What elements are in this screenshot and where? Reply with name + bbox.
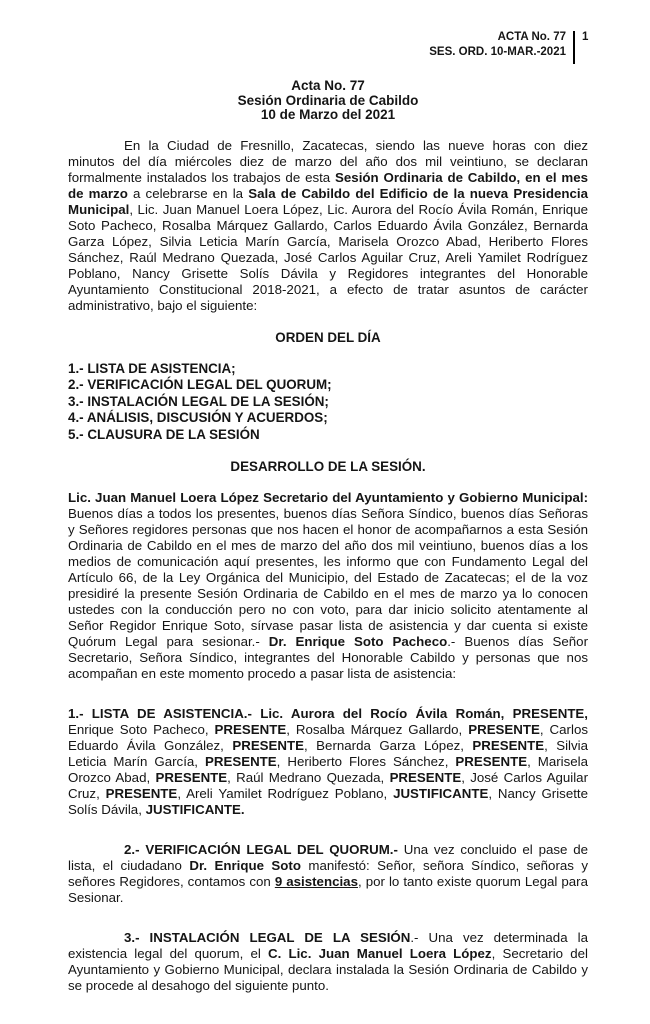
paragraph-secretario: Lic. Juan Manuel Loera López Secretario del Ayuntamiento y Gobierno Municipal: Buenos días a todos los presentes, buenos días Señora Síndico, buenos días Señoras y Señores regidores personas que nos hacen el honor de acompañarnos a esta Sesión Ordinaria de Cabildo en el mes de marzo del año dos mil veintiuno, buenos días a los medios de comunicación aquí presentes, les informo que con Fundamento Legal del Artículo 66, de la Ley Orgánica del Municipio, del Estado de Zacatecas; el de la voz presidiré la presente Sesión Ordinaria de Cabildo en el mes de marzo ya lo conocen ustedes con la conducción pero no con voto, para dar inicio solicito atentamente al Señor Regidor Enrique Soto, sírvase pasar lista de asistencia y dar cuenta si existe Quórum Legal para sesionar.- Dr. Enrique Soto Pacheco.- Buenos días Señor Secretario, Señora Síndico, integrantes del Honorable Cabildo y personas que nos acompañan en este momento procedo a pasar lista de asistencia: <box>68 490 589 681</box>
header-session-date: SES. ORD. 10-MAR.-2021 <box>429 46 566 58</box>
orden-item-1: 1.- LISTA DE ASISTENCIA; <box>68 360 236 376</box>
orden-item-3: 3.- INSTALACIÓN LEGAL DE LA SESIÓN; <box>68 393 329 409</box>
title-acta-line: Acta No. 77 <box>291 78 365 93</box>
header-page-number: 1 <box>582 31 589 43</box>
header-divider-line <box>573 31 575 64</box>
page-header <box>68 30 596 64</box>
page-header-text <box>429 30 566 60</box>
paragraph-lista-asistencia: 1.- LISTA DE ASISTENCIA.- Lic. Aurora del Rocío Ávila Román, PRESENTE, Enrique Soto Pacheco, PRESENTE, Rosalba Márquez Gallardo, PRESENTE, Carlos Eduardo Ávila González, PRESENTE, Bernarda Garza López, PRESENTE, Silvia Leticia Marín García, PRESENTE, Heriberto Flores Sánchez, PRESENTE, Marisela Orozco Abad, PRESENTE, Raúl Medrano Quezada, PRESENTE, José Carlos Aguilar Cruz, PRESENTE, Areli Yamilet Rodríguez Poblano, JUSTIFICANTE, Nancy Grisette Solís Dávila, JUSTIFICANTE. <box>68 706 589 817</box>
desarrollo-heading: DESARROLLO DE LA SESIÓN. <box>230 459 426 474</box>
paragraph-instalacion-legal: 3.- INSTALACIÓN LEGAL DE LA SESIÓN.- Una vez determinada la existencia legal del quorum, el C. Lic. Juan Manuel Loera López, Secretario del Ayuntamiento y Gobierno Municipal, declara instalada la Sesión Ordinaria de Cabildo y se procede al desahogo del siguiente punto. <box>68 930 588 993</box>
title-session-line: Sesión Ordinaria de Cabildo <box>237 92 419 108</box>
orden-item-2: 2.- VERIFICACIÓN LEGAL DEL QUORUM; <box>68 377 332 392</box>
orden-del-dia-heading: ORDEN DEL DÍA <box>275 329 381 345</box>
header-acta-number: ACTA No. 77 <box>497 31 566 43</box>
orden-item-5: 5.- CLAUSURA DE LA SESIÓN <box>68 426 260 442</box>
orden-del-dia-list <box>68 361 588 444</box>
paragraph-verificacion-quorum: 2.- VERIFICACIÓN LEGAL DEL QUORUM.- Una vez concluido el pase de lista, el ciudadano Dr. Enrique Soto manifestó: Señor, señora Síndico, señoras y señores Regidores, contamos con 9 asistencias, por lo tanto existe quorum Legal para Sesionar. <box>68 842 589 905</box>
orden-item-4: 4.- ANÁLISIS, DISCUSIÓN Y ACUERDOS; <box>68 410 328 425</box>
paragraph-apertura: En la Ciudad de Fresnillo, Zacatecas, siendo las nueve horas con diez minutos del día miércoles diez de marzo del año dos mil veintiuno, se declaran formalmente instalados los trabajos de esta Sesión Ordinaria de Cabildo, en el mes de marzo a celebrarse en la Sala de Cabildo del Edificio de la nueva Presidencia Municipal, Lic. Juan Manuel Loera López, Lic. Aurora del Rocío Ávila Román, Enrique Soto Pacheco, Rosalba Márquez Gallardo, Carlos Eduardo Ávila González, Bernarda Garza López, Silvia Leticia Marín García, Marisela Orozco Abad, Heriberto Flores Sánchez, Raúl Medrano Quezada, José Carlos Aguilar Cruz, Areli Yamilet Rodríguez Poblano, Nancy Grisette Solís Dávila y Regidores integrantes del Honorable Ayuntamiento Constitucional 2018-2021, a efecto de tratar asuntos de carácter administrativo, bajo el siguiente: <box>68 137 588 313</box>
title-date-line: 10 de Marzo del 2021 <box>260 107 396 122</box>
document-title <box>68 79 588 123</box>
